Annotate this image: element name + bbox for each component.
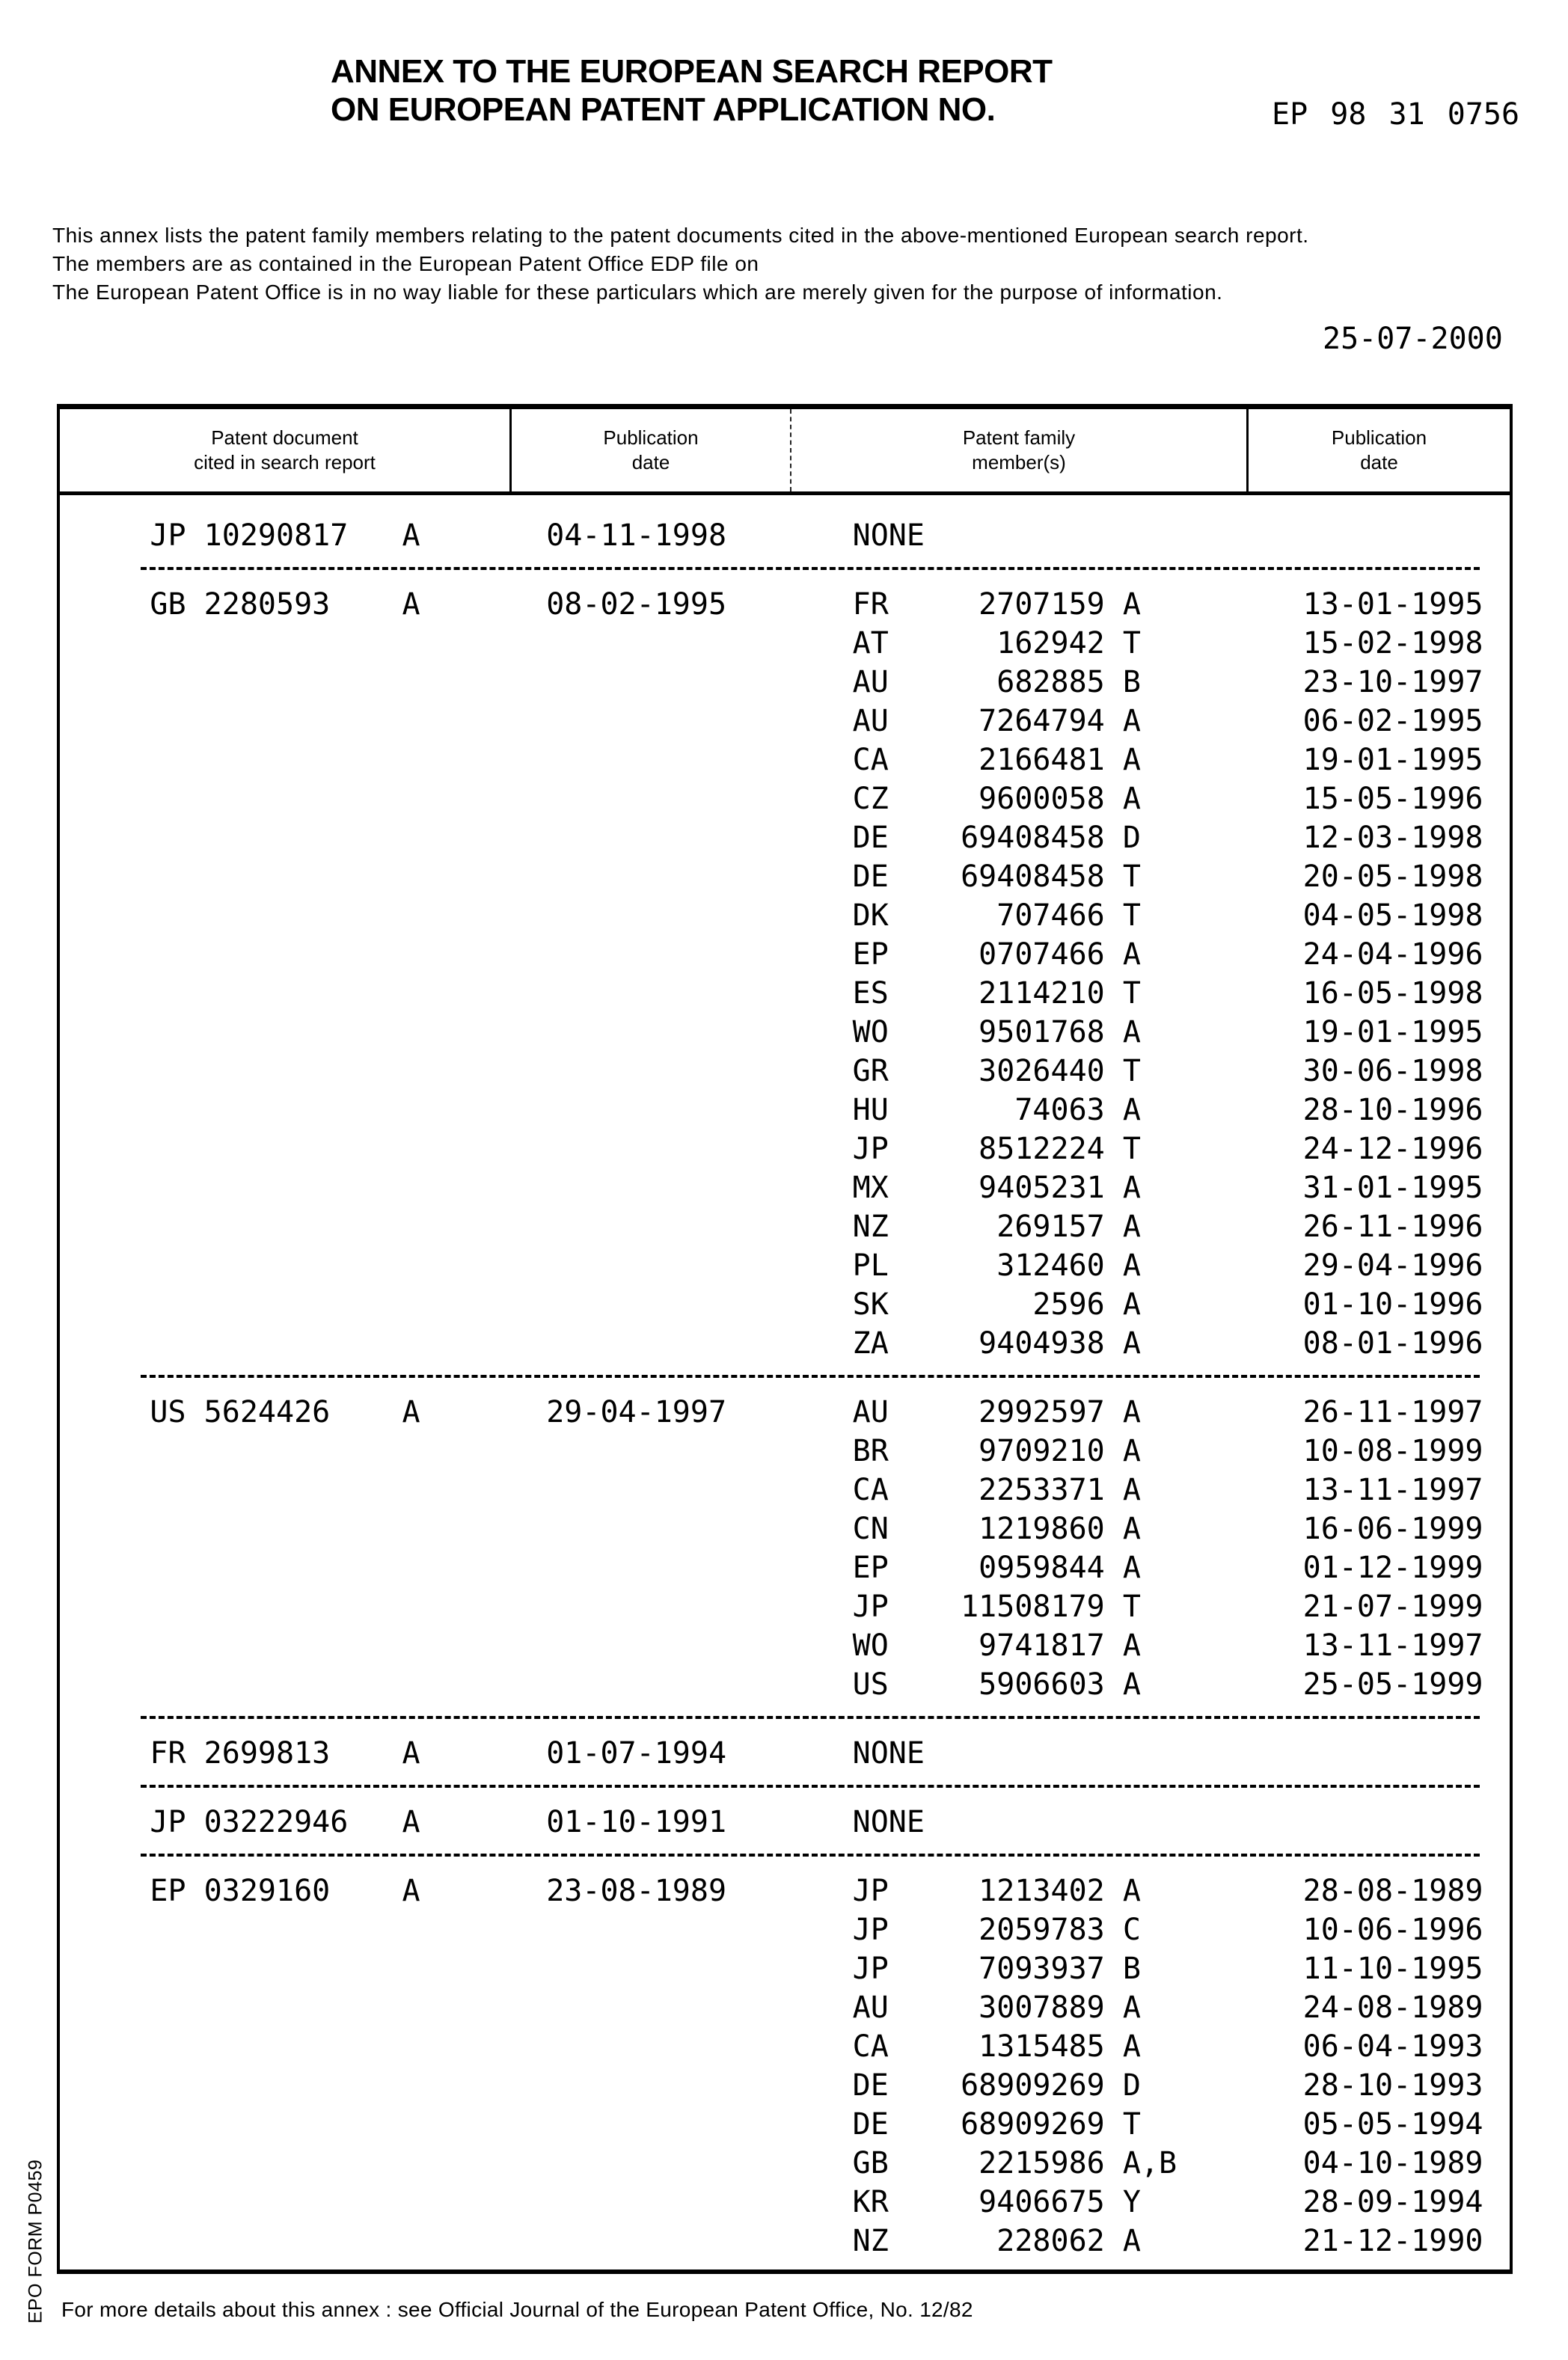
application-number: EP 98 31 0756 <box>1272 97 1520 132</box>
patent-table-row: ES 2114210 T 16-05-1998 <box>60 976 1483 1011</box>
patent-table-row: NZ 228062 A 21-12-1990 <box>60 2224 1483 2258</box>
column-header-publication-date <box>509 409 790 491</box>
patent-table-row: CN 1219860 A 16-06-1999 <box>60 1512 1483 1546</box>
patent-table-row: CZ 9600058 A 15-05-1996 <box>60 782 1483 816</box>
patent-table-row: WO 9501768 A 19-01-1995 <box>60 1015 1483 1049</box>
patent-table-row: GR 3026440 T 30-06-1998 <box>60 1054 1483 1088</box>
column-header-patent-document <box>60 409 509 491</box>
footer-note: For more details about this annex : see Official Journal of the European Patent Office, No. 12/82 <box>61 2298 973 2321</box>
patent-table-row: CA 2253371 A 13-11-1997 <box>60 1473 1483 1507</box>
column-header-label: Publication <box>603 426 699 449</box>
patent-table-row: AU 682885 B 23-10-1997 <box>60 665 1483 699</box>
patent-table-row: JP 7093937 B 11-10-1995 <box>60 1952 1483 1986</box>
report-date: 25-07-2000 <box>1323 322 1503 356</box>
column-header-patent-family-members <box>790 409 1246 491</box>
column-header-label: Patent document <box>211 426 358 449</box>
intro-line: The European Patent Office is in no way liable for these particulars which are merely given for the purpose of information. <box>52 281 1223 304</box>
patent-table-row: GB 2215986 A,B 04-10-1989 <box>60 2146 1483 2180</box>
patent-table-row: WO 9741817 A 13-11-1997 <box>60 1628 1483 1663</box>
patent-table-row: JP 8512224 T 24-12-1996 <box>60 1132 1483 1166</box>
section-separator <box>141 1854 1480 1857</box>
patent-table-row: JP 03222946 A 01-10-1991 NONE <box>60 1805 925 1839</box>
patent-table-row: CA 1315485 A 06-04-1993 <box>60 2029 1483 2064</box>
column-header-label: date <box>631 451 670 473</box>
table-body <box>60 495 1510 2261</box>
patent-table-row: JP 2059783 C 10-06-1996 <box>60 1913 1483 1947</box>
patent-table-row: ZA 9404938 A 08-01-1996 <box>60 1326 1483 1361</box>
patent-table-row: PL 312460 A 29-04-1996 <box>60 1248 1483 1283</box>
patent-table-row: AU 3007889 A 24-08-1989 <box>60 1990 1483 2025</box>
column-header-label: Publication <box>1331 426 1427 449</box>
column-header-label: Patent family <box>962 426 1076 449</box>
patent-table-row: DE 68909269 D 28-10-1993 <box>60 2068 1483 2103</box>
patent-table-row: KR 9406675 Y 28-09-1994 <box>60 2185 1483 2219</box>
patent-table-row: EP 0329160 A 23-08-1989 JP 1213402 A 28-08-1989 <box>60 1874 1483 1908</box>
patent-table-row: NZ 269157 A 26-11-1996 <box>60 1210 1483 1244</box>
column-header-label: date <box>1360 451 1398 473</box>
section-separator <box>141 1785 1480 1788</box>
patent-table-row: JP 11508179 T 21-07-1999 <box>60 1590 1483 1624</box>
patent-table-row: DK 707466 T 04-05-1998 <box>60 898 1483 933</box>
patent-table-row: HU 74063 A 28-10-1996 <box>60 1093 1483 1127</box>
epo-form-label: EPO FORM P0459 <box>25 2159 46 2324</box>
page-title <box>331 52 1052 129</box>
patent-table-row: GB 2280593 A 08-02-1995 FR 2707159 A 13-01-1995 <box>60 587 1483 622</box>
patent-table-row: FR 2699813 A 01-07-1994 NONE <box>60 1736 925 1771</box>
patent-table-row: DE 68909269 T 05-05-1994 <box>60 2107 1483 2142</box>
intro-line: This annex lists the patent family members relating to the patent documents cited in the above-mentioned European search report. <box>52 224 1309 247</box>
table-header <box>60 409 1510 495</box>
patent-table-row: EP 0707466 A 24-04-1996 <box>60 937 1483 972</box>
section-separator <box>141 1375 1480 1378</box>
patent-table-row: JP 10290817 A 04-11-1998 NONE <box>60 518 925 553</box>
patent-table-row: DE 69408458 T 20-05-1998 <box>60 859 1483 894</box>
section-separator <box>141 567 1480 570</box>
column-header-label: cited in search report <box>194 451 376 473</box>
patent-table-row: SK 2596 A 01-10-1996 <box>60 1287 1483 1322</box>
page-title-line1: ANNEX TO THE EUROPEAN SEARCH REPORT <box>331 53 1053 90</box>
patent-table-row: MX 9405231 A 31-01-1995 <box>60 1171 1483 1205</box>
column-header-label: member(s) <box>972 451 1066 473</box>
intro-paragraph <box>52 221 1309 307</box>
intro-line: The members are as contained in the European Patent Office EDP file on <box>52 252 759 275</box>
patent-table-row: CA 2166481 A 19-01-1995 <box>60 743 1483 777</box>
patent-table-row: AU 7264794 A 06-02-1995 <box>60 704 1483 738</box>
patent-table-row: US 5624426 A 29-04-1997 AU 2992597 A 26-11-1997 <box>60 1395 1483 1429</box>
patent-table-row: DE 69408458 D 12-03-1998 <box>60 821 1483 855</box>
page-title-line2: ON EUROPEAN PATENT APPLICATION NO. <box>331 91 996 128</box>
patent-family-table <box>57 404 1513 2274</box>
patent-table-row: BR 9709210 A 10-08-1999 <box>60 1434 1483 1468</box>
column-header-publication-date-2 <box>1246 409 1510 491</box>
patent-table-row: EP 0959844 A 01-12-1999 <box>60 1551 1483 1585</box>
section-separator <box>141 1716 1480 1719</box>
patent-table-row: US 5906603 A 25-05-1999 <box>60 1667 1483 1702</box>
patent-table-row: AT 162942 T 15-02-1998 <box>60 626 1483 661</box>
